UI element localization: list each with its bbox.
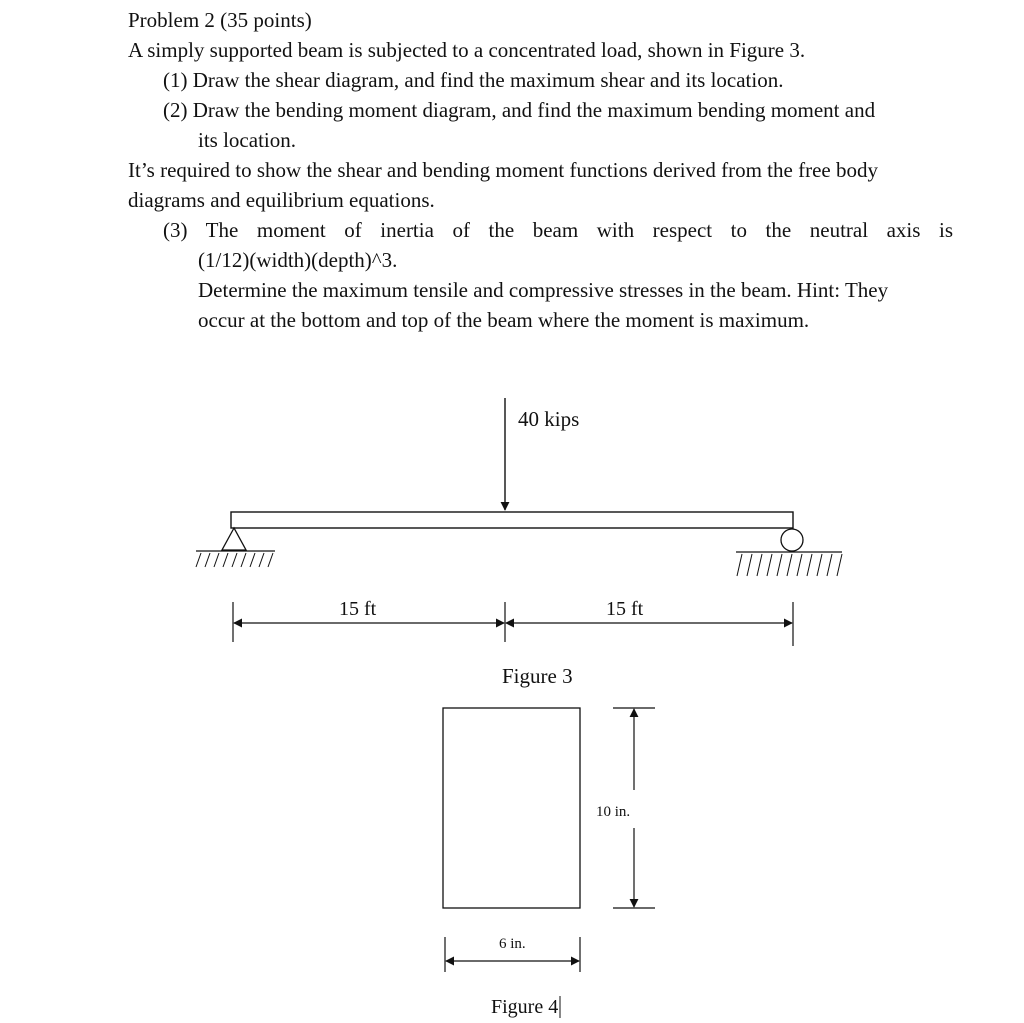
beam [231,512,793,528]
depth-label: 10 in. [596,804,631,820]
question-3-line-2: (1/12)(width)(depth)^3. [198,248,398,272]
question-3-line-1: (3) The moment of inertia of the beam with respect to the neutral axis is [163,218,953,242]
figure-4 [443,708,655,1018]
requirement-line-2: diagrams and equilibrium equations. [128,188,435,212]
question-2-line-2: its location. [198,128,296,152]
span-dimension [233,602,793,646]
question-3-line-4: occur at the bottom and top of the beam where the moment is maximum. [198,308,810,332]
load-label: 40 kips [518,407,580,431]
span-left-label: 15 ft [339,598,377,620]
question-3-line-3: Determine the maximum tensile and compressive stresses in the beam. Hint: They [198,278,889,302]
problem-intro: A simply supported beam is subjected to a concentrated load, shown in Figure 3. [128,38,806,62]
figure-3-caption: Figure 3 [502,664,573,688]
span-right-label: 15 ft [606,598,644,620]
width-label: 6 in. [499,936,526,952]
problem-heading: Problem 2 (35 points) [128,8,312,32]
requirement-line-1: It’s required to show the shear and bending moment functions derived from the free body [128,158,878,182]
figure-4-caption: Figure 4 [491,996,559,1018]
figure-3 [196,398,842,688]
question-2-line-1: (2) Draw the bending moment diagram, and find the maximum bending moment and [163,98,876,122]
pin-support-icon [196,528,275,567]
cross-section [443,708,580,908]
question-1: (1) Draw the shear diagram, and find the maximum shear and its location. [163,68,784,92]
roller-support-icon [736,529,842,576]
